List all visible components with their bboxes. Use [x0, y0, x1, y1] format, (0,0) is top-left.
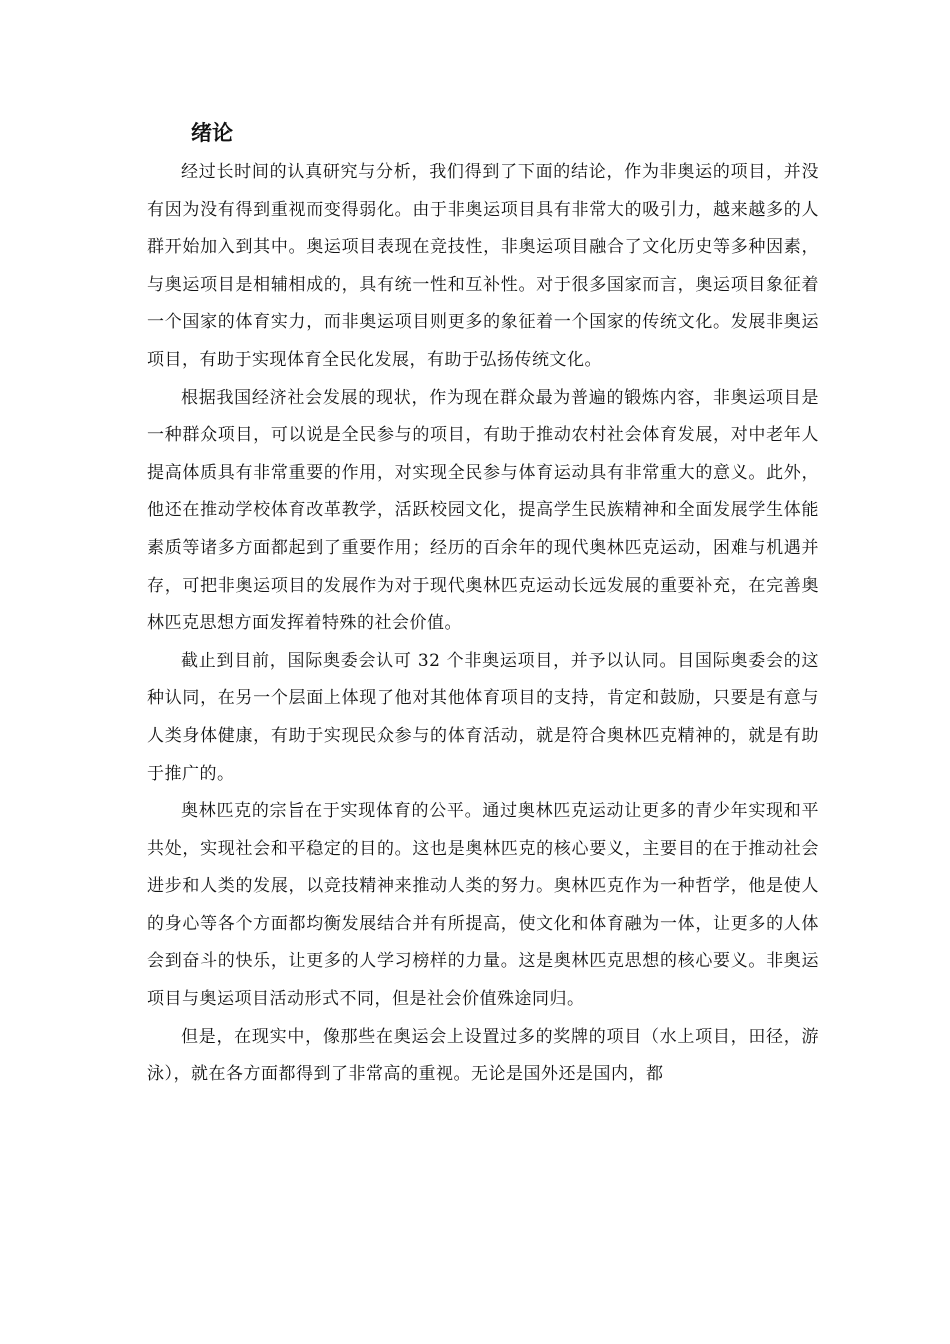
paragraph-2: 根据我国经济社会发展的现状，作为现在群众最为普遍的锻炼内容，非奥运项目是一种群众项目，可以说是全民参与的项目，有助于推动农村社会体育发展，对中老年人提高体质具有非常重要的作用，对实现全民参与体育运动具有非常重大的意义。此外，他还在推动学校体育改革教学，活跃校园文化，提高学生民族精神和全面发展学生体能素质等诸多方面都起到了重要作用；经历的百余年的现代奥林匹克运动，困难与机遇并存，可把非奥运项目的发展作为对于现代奥林匹克运动长远发展的重要补充，在完善奥林匹克思想方面发挥着特殊的社会价值。	[147, 387, 819, 634]
paragraph-5: 但是，在现实中，像那些在奥运会上设置过多的奖牌的项目（水上项目，田径，游泳），就在各方面都得到了非常高的重视。无论是国外还是国内，都	[147, 1026, 819, 1085]
paragraph-3: 截止到目前，国际奥委会认可 32 个非奥运项目，并予以认同。目国际奥委会的这种认同，在另一个层面上体现了他对其他体育项目的支持，肯定和鼓励，只要是有意与人类身体健康，有助于实现民众参与的体育活动，就是符合奥林匹克精神的，就是有助于推广的。	[147, 650, 819, 784]
paragraph-4: 奥林匹克的宗旨在于实现体育的公平。通过奥林匹克运动让更多的青少年实现和平共处，实现社会和平稳定的目的。这也是奥林匹克的核心要义，主要目的在于推动社会进步和人类的发展，以竞技精神来推动人类的努力。奥林匹克作为一种哲学，他是使人的身心等各个方面都均衡发展结合并有所提高，使文化和体育融为一体，让更多的人体会到奋斗的快乐，让更多的人学习榜样的力量。这是奥林匹克思想的核心要义。非奥运项目与奥运项目活动形式不同，但是社会价值殊途同归。	[147, 801, 819, 1010]
paragraph-1: 经过长时间的认真研究与分析，我们得到了下面的结论，作为非奥运的项目，并没有因为没有得到重视而变得弱化。由于非奥运项目具有非常大的吸引力，越来越多的人群开始加入到其中。奥运项目表现在竞技性，非奥运项目融合了文化历史等多种因素，与奥运项目是相辅相成的，具有统一性和互补性。对于很多国家而言，奥运项目象征着一个国家的体育实力，而非奥运项目则更多的象征着一个国家的传统文化。发展非奥运项目，有助于实现体育全民化发展，有助于弘扬传统文化。	[147, 162, 819, 370]
section-heading: 绪论	[191, 121, 233, 145]
document-body	[147, 118, 819, 1094]
